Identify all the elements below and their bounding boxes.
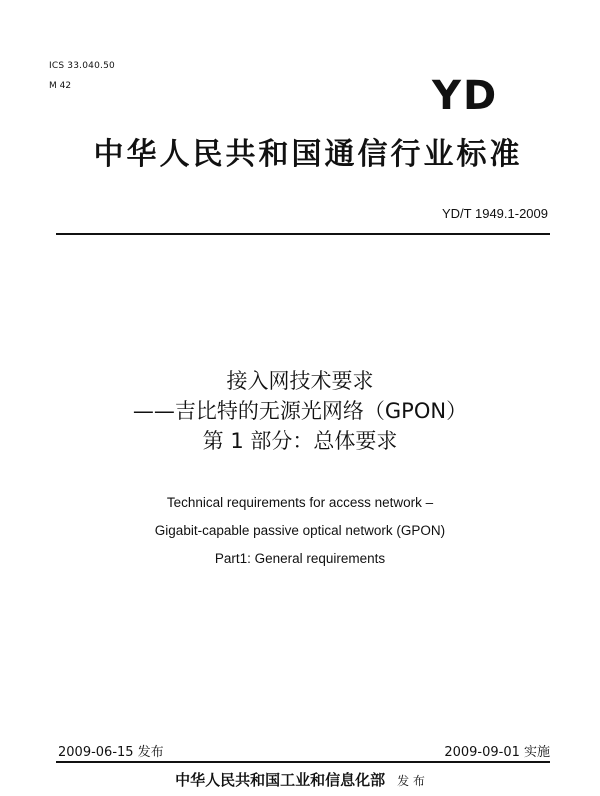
english-part-line: Part1: General requirements — [214, 551, 386, 566]
standard-category-title: 中华人民共和国通信行业标准 — [93, 137, 523, 172]
issuer-name: 中华人民共和国工业和信息化部 — [175, 771, 386, 789]
english-title-block — [0, 489, 600, 573]
yd-logo: YD — [432, 73, 499, 119]
publish-date: 2009-06-15 发布 — [58, 745, 164, 760]
english-title-line: Technical requirements for access network – — [166, 495, 434, 510]
top-divider — [56, 233, 550, 235]
ics-code: ICS 33.040.50 — [49, 61, 115, 71]
standard-number: YD/T 1949.1-2009 — [442, 206, 548, 221]
chinese-title-block — [0, 366, 600, 456]
english-subtitle-line: Gigabit-capable passive optical network (GPON) — [154, 523, 446, 538]
implement-date: 2009-09-01 实施 — [444, 745, 550, 760]
issuing-authority — [0, 769, 600, 790]
bottom-divider — [56, 761, 550, 763]
ccs-code: M 42 — [49, 81, 72, 91]
chinese-title-line: 接入网技术要求 — [226, 369, 374, 393]
chinese-part-line: 第 1 部分：总体要求 — [202, 429, 398, 453]
issuer-suffix: 发 布 — [397, 774, 425, 788]
chinese-subtitle-line: ——吉比特的无源光网络（GPON） — [132, 399, 468, 423]
